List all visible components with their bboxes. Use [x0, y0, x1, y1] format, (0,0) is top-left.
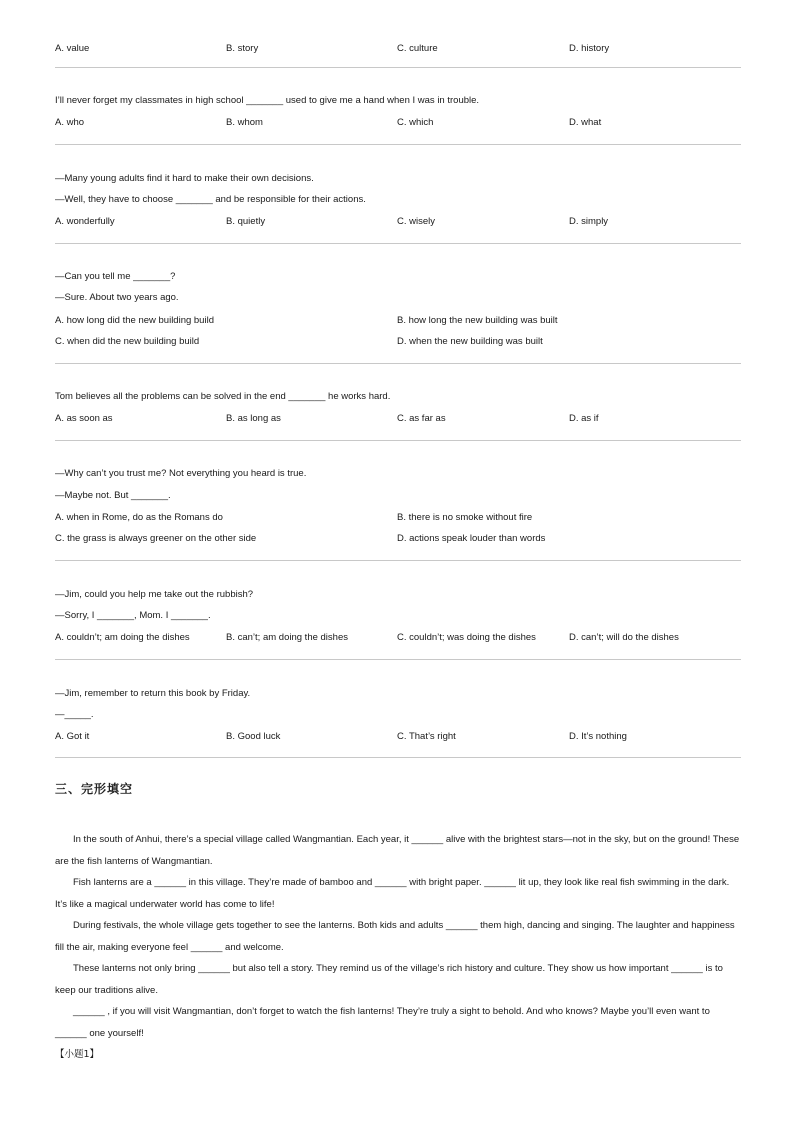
- q7-line1: —Jim, remember to return this book by Friday.: [55, 688, 251, 699]
- question-divider: [55, 440, 741, 441]
- q1-option-a[interactable]: A. who: [55, 117, 85, 128]
- q0-option-c[interactable]: C. culture: [397, 43, 438, 54]
- q7-option-d[interactable]: D. It’s nothing: [569, 731, 627, 742]
- q2-option-c[interactable]: C. wisely: [397, 216, 436, 227]
- q6-option-b[interactable]: B. can’t; am doing the dishes: [226, 632, 348, 643]
- q2-line1: —Many young adults find it hard to make their own decisions.: [55, 173, 314, 184]
- q0-option-d[interactable]: D. history: [569, 43, 610, 54]
- q7-line2: —_____.: [55, 709, 94, 720]
- q7-option-a[interactable]: A. Got it: [55, 731, 90, 742]
- q5-option-b[interactable]: B. there is no smoke without fire: [397, 512, 533, 523]
- q1-option-d[interactable]: D. what: [569, 117, 602, 128]
- q6-line2: —Sorry, I _______, Mom. I _______.: [55, 610, 211, 621]
- q6-option-c[interactable]: C. couldn’t; was doing the dishes: [397, 632, 536, 643]
- q7-option-c[interactable]: C. That’s right: [397, 731, 456, 742]
- question-divider: [55, 659, 741, 660]
- question-divider: [55, 757, 741, 758]
- passage-paragraph-4: These lanterns not only bring ______ but also tell a story. They remind us of the village’s rich history and culture. They show us how important ______ is to keep our traditions alive.: [55, 963, 723, 996]
- q4-option-a[interactable]: A. as soon as: [55, 413, 113, 424]
- q2-option-a[interactable]: A. wonderfully: [55, 216, 115, 227]
- question-divider: [55, 243, 741, 244]
- q7-option-b[interactable]: B. Good luck: [226, 731, 281, 742]
- q5-option-c[interactable]: C. the grass is always greener on the other side: [55, 533, 257, 544]
- q4-option-b[interactable]: B. as long as: [226, 413, 281, 424]
- question-divider: [55, 144, 741, 145]
- q5-line1: —Why can’t you trust me? Not everything you heard is true.: [55, 468, 307, 479]
- section-title: 三、完形填空: [55, 782, 134, 796]
- q3-option-b[interactable]: B. how long the new building was built: [397, 315, 558, 326]
- q6-line1: —Jim, could you help me take out the rubbish?: [55, 589, 254, 600]
- q3-option-c[interactable]: C. when did the new building build: [55, 336, 200, 347]
- q6-option-d[interactable]: D. can’t; will do the dishes: [569, 632, 679, 643]
- q5-option-d[interactable]: D. actions speak louder than words: [397, 533, 546, 544]
- q1-stem: I’ll never forget my classmates in high school _______ used to give me a hand when I was in trouble.: [55, 95, 480, 106]
- q0-option-b[interactable]: B. story: [226, 43, 259, 54]
- question-divider: [55, 560, 741, 561]
- passage-paragraph-3: During festivals, the whole village gets together to see the lanterns. Both kids and adults ______ them high, dancing and singing. The laughter and happiness fill the air, making everyone feel ______ and welcome.: [55, 920, 735, 953]
- q0-option-a[interactable]: A. value: [55, 43, 90, 54]
- q3-option-a[interactable]: A. how long did the new building build: [55, 315, 214, 326]
- q6-option-a[interactable]: A. couldn’t; am doing the dishes: [55, 632, 190, 643]
- q1-option-c[interactable]: C. which: [397, 117, 434, 128]
- q5-option-a[interactable]: A. when in Rome, do as the Romans do: [55, 512, 223, 523]
- subquestion-label: 【小题1】: [55, 1049, 100, 1060]
- question-divider: [55, 363, 741, 364]
- q2-line2: —Well, they have to choose _______ and be responsible for their actions.: [55, 194, 366, 205]
- passage-paragraph-2: Fish lanterns are a ______ in this village. They’re made of bamboo and ______ with bright paper. ______ lit up, they look like real fish swimming in the dark. It’s like a magical underwater world has come to life!: [55, 877, 730, 910]
- passage-paragraph-1: In the south of Anhui, there’s a special village called Wangmantian. Each year, it ______ alive with the brightest stars—not in the sky, but on the ground! These are the fish lanterns of Wangmantian.: [55, 834, 740, 867]
- q3-line1: —Can you tell me _______?: [55, 271, 176, 282]
- question-divider: [55, 67, 741, 68]
- q4-stem: Tom believes all the problems can be solved in the end _______ he works hard.: [55, 391, 391, 402]
- q3-line2: —Sure. About two years ago.: [55, 292, 179, 303]
- passage-paragraph-5: ______ , if you will visit Wangmantian, don’t forget to watch the fish lanterns! They’re truly a sight to behold. And who knows? Maybe you’ll even want to ______ one yourself!: [55, 1006, 710, 1039]
- q2-option-b[interactable]: B. quietly: [226, 216, 266, 227]
- q5-line2: —Maybe not. But _______.: [55, 490, 171, 501]
- q4-option-d[interactable]: D. as if: [569, 413, 599, 424]
- q3-option-d[interactable]: D. when the new building was built: [397, 336, 543, 347]
- q1-option-b[interactable]: B. whom: [226, 117, 263, 128]
- q2-option-d[interactable]: D. simply: [569, 216, 609, 227]
- q4-option-c[interactable]: C. as far as: [397, 413, 446, 424]
